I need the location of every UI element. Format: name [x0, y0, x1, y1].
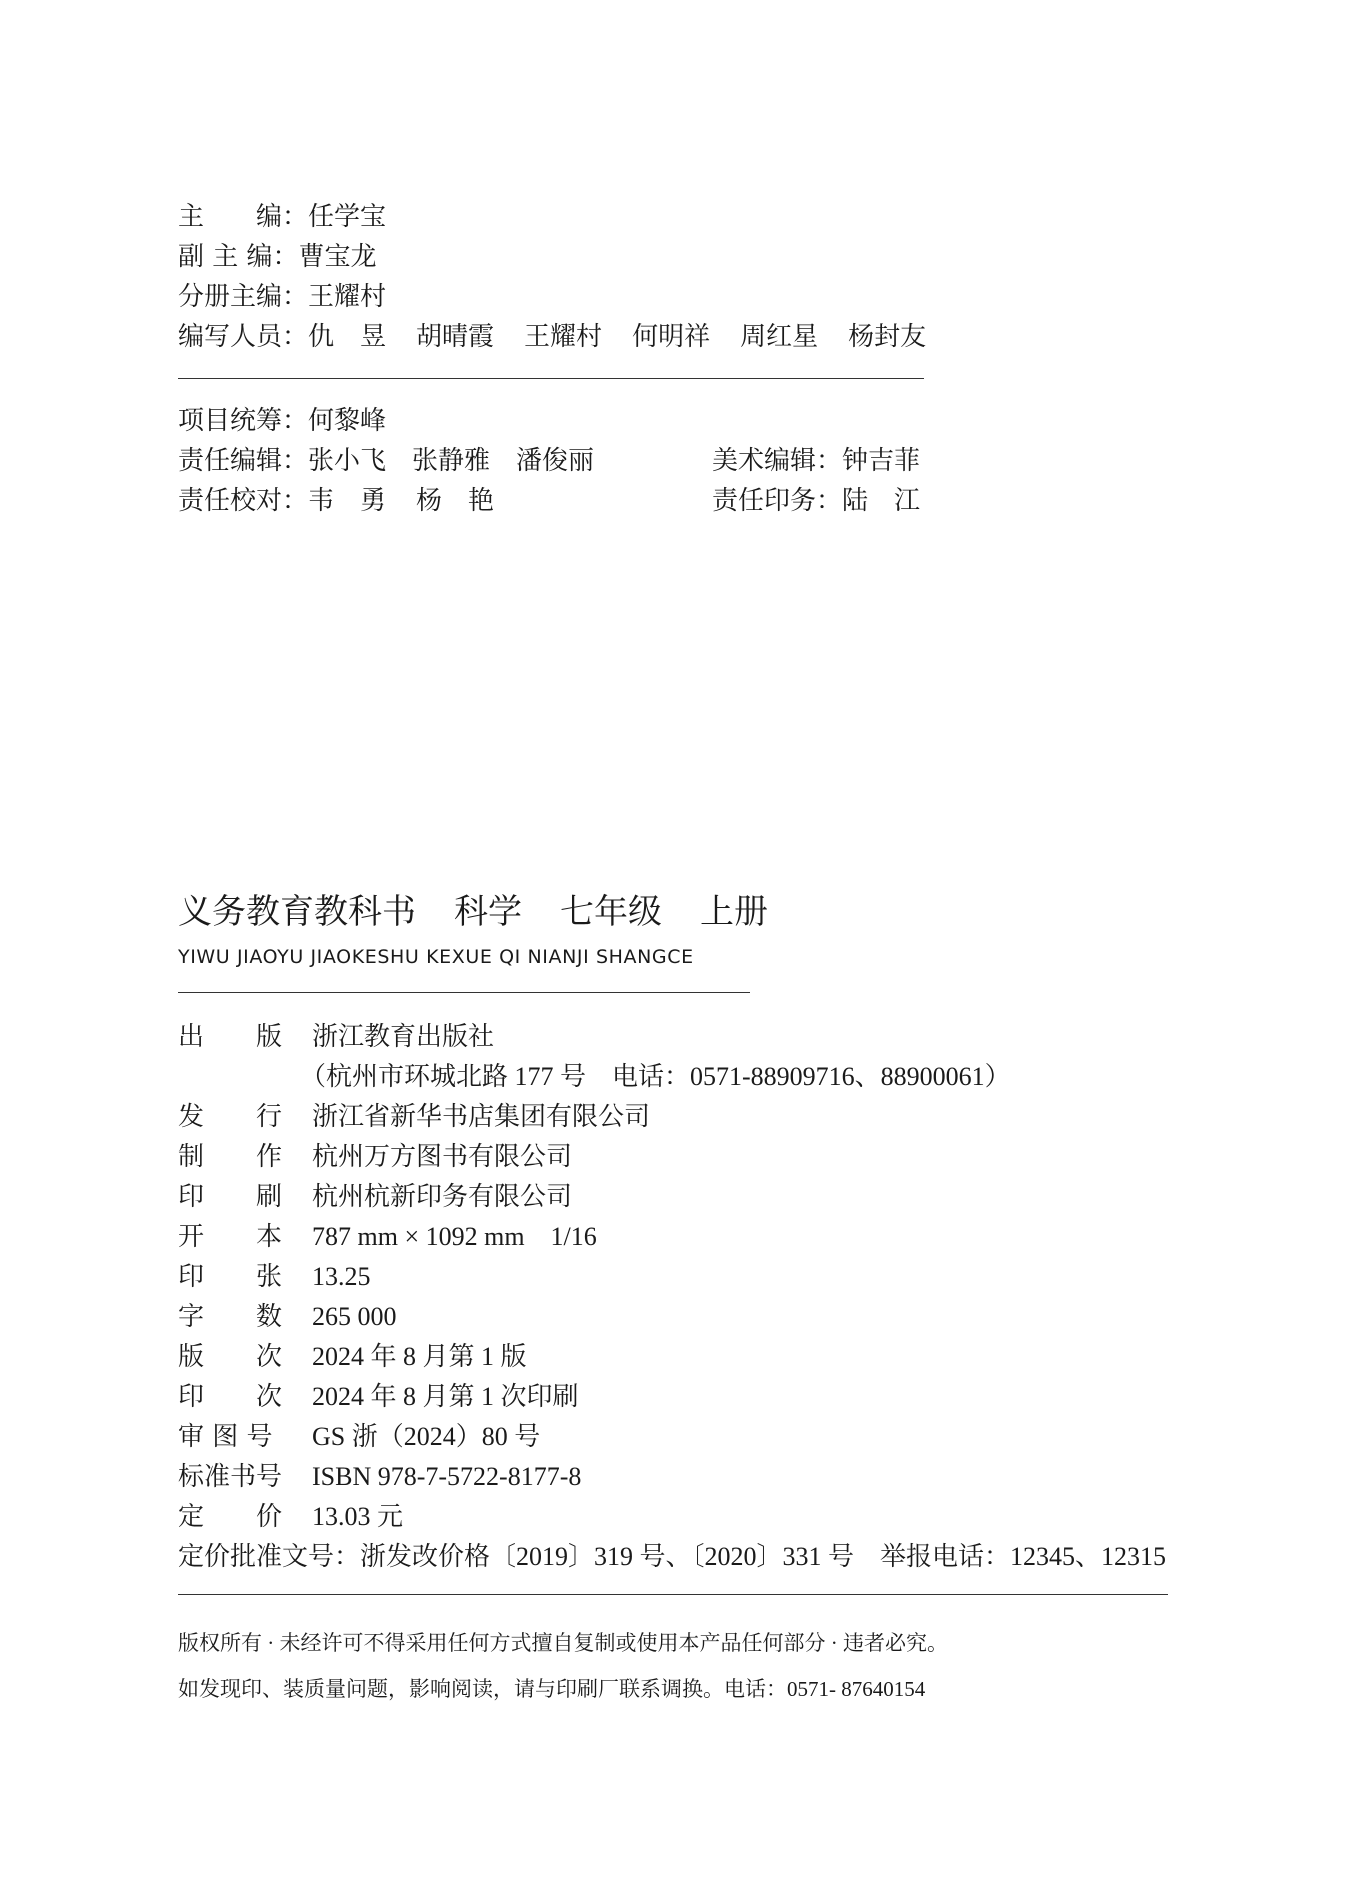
distributor-row: [178, 1100, 650, 1134]
book-title-part: 上册: [700, 892, 768, 932]
producer-row: [178, 1140, 572, 1174]
isbn-value: ISBN 978-7-5722-8177-8: [312, 1462, 582, 1491]
proofreader-name: 杨 艳: [416, 486, 495, 516]
writer-name: 周红星: [740, 322, 819, 352]
writer-name: 杨封友: [848, 322, 927, 352]
printer-label: 印 刷: [178, 1182, 283, 1212]
responsible-editor-row: [178, 444, 594, 478]
writers-label: 编写人员：: [178, 322, 309, 352]
sheets-row: [178, 1260, 371, 1294]
volume-editor-row: [178, 280, 386, 314]
proofreader-row: [178, 484, 494, 518]
print-manager-row: [712, 484, 920, 518]
coordinator-name: 何黎峰: [308, 406, 387, 436]
sheets-label: 印 张: [178, 1262, 283, 1292]
copyright-notice: 版权所有 · 未经许可不得采用任何方式擅自复制或使用本产品任何部分 · 违者必究。: [178, 1631, 948, 1655]
book-title-part: 义务教育教科书: [178, 892, 416, 932]
edition-value: 2024 年 8 月第 1 版: [312, 1342, 527, 1371]
producer-name: 杭州万方图书有限公司: [312, 1142, 573, 1172]
book-title-pinyin: YIWU JIAOYU JIAOKESHU KEXUE QI NIANJI SHANGCE: [178, 946, 694, 968]
price-value: 13.03 元: [312, 1502, 404, 1531]
coordinator-label: 项目统筹：: [178, 406, 309, 436]
responsible-editor-name: 潘俊丽: [516, 446, 595, 476]
volume-editor-name: 王耀村: [308, 282, 387, 312]
responsible-editor-name: 张静雅: [412, 446, 491, 476]
edition-row: [178, 1340, 527, 1374]
writer-name: 王耀村: [524, 322, 603, 352]
publisher-label: 出 版: [178, 1022, 283, 1052]
publisher-address: （杭州市环城北路 177 号 电话：0571-88909716、88900061）: [300, 1062, 1011, 1091]
impression-value: 2024 年 8 月第 1 次印刷: [312, 1382, 579, 1411]
word-count-value: 265 000: [312, 1302, 397, 1331]
art-editor-row: [712, 444, 920, 478]
distributor-name: 浙江省新华书店集团有限公司: [312, 1102, 651, 1132]
art-editor-label: 美术编辑：: [712, 446, 843, 476]
chief-editor-row: [178, 200, 386, 234]
writer-name: 胡晴霞: [416, 322, 495, 352]
map-approval-row: [178, 1420, 540, 1454]
writer-name: 何明祥: [632, 322, 711, 352]
responsible-editor-name: 张小飞: [308, 446, 387, 476]
printer-name: 杭州杭新印务有限公司: [312, 1182, 573, 1212]
chief-editor-label: 主 编：: [178, 202, 309, 232]
book-title-part: 科学: [454, 892, 522, 932]
coordinator-row: [178, 404, 386, 438]
impression-row: [178, 1380, 579, 1414]
divider-editors: [178, 378, 924, 379]
map-approval-value: GS 浙（2024）80 号: [312, 1422, 541, 1451]
chief-editor-name: 任学宝: [308, 202, 387, 232]
quality-notice: 如发现印、装质量问题，影响阅读，请与印刷厂联系调换。电话：0571- 87640154: [178, 1677, 926, 1701]
writer-name: 仇 昱: [308, 322, 387, 352]
word-count-row: [178, 1300, 397, 1334]
sheets-value: 13.25: [312, 1262, 371, 1291]
impression-label: 印 次: [178, 1382, 283, 1412]
format-row: [178, 1220, 597, 1254]
publisher-name: 浙江教育出版社: [312, 1022, 495, 1052]
price-approval: 定价批准文号：浙发改价格〔2019〕319 号、〔2020〕331 号 举报电话：12345、12315: [178, 1542, 1167, 1571]
book-title: [178, 890, 806, 934]
proofreader-name: 韦 勇: [308, 486, 387, 516]
map-approval-label: 审 图 号: [178, 1422, 273, 1452]
edition-label: 版 次: [178, 1342, 283, 1372]
deputy-editor-name: 曹宝龙: [298, 242, 377, 272]
book-title-part: 七年级: [560, 892, 662, 932]
proofreader-label: 责任校对：: [178, 486, 309, 516]
divider-publishing: [178, 1594, 1168, 1595]
isbn-row: [178, 1460, 581, 1494]
printer-row: [178, 1180, 572, 1214]
word-count-label: 字 数: [178, 1302, 283, 1332]
distributor-label: 发 行: [178, 1102, 283, 1132]
art-editor-name: 钟吉菲: [842, 446, 921, 476]
volume-editor-label: 分册主编：: [178, 282, 309, 312]
producer-label: 制 作: [178, 1142, 283, 1172]
writers-row: [178, 320, 926, 354]
format-value: 787 mm × 1092 mm 1/16: [312, 1222, 597, 1251]
format-label: 开 本: [178, 1222, 283, 1252]
print-manager-name: 陆 江: [842, 486, 921, 516]
responsible-editor-label: 责任编辑：: [178, 446, 309, 476]
isbn-label: 标准书号: [178, 1462, 283, 1492]
price-label: 定 价: [178, 1502, 283, 1532]
deputy-editor-row: [178, 240, 377, 274]
print-manager-label: 责任印务：: [712, 486, 843, 516]
publisher-row: [178, 1020, 494, 1054]
price-row: [178, 1500, 403, 1534]
deputy-editor-label: 副 主 编：: [178, 242, 299, 272]
divider-title: [178, 992, 750, 993]
